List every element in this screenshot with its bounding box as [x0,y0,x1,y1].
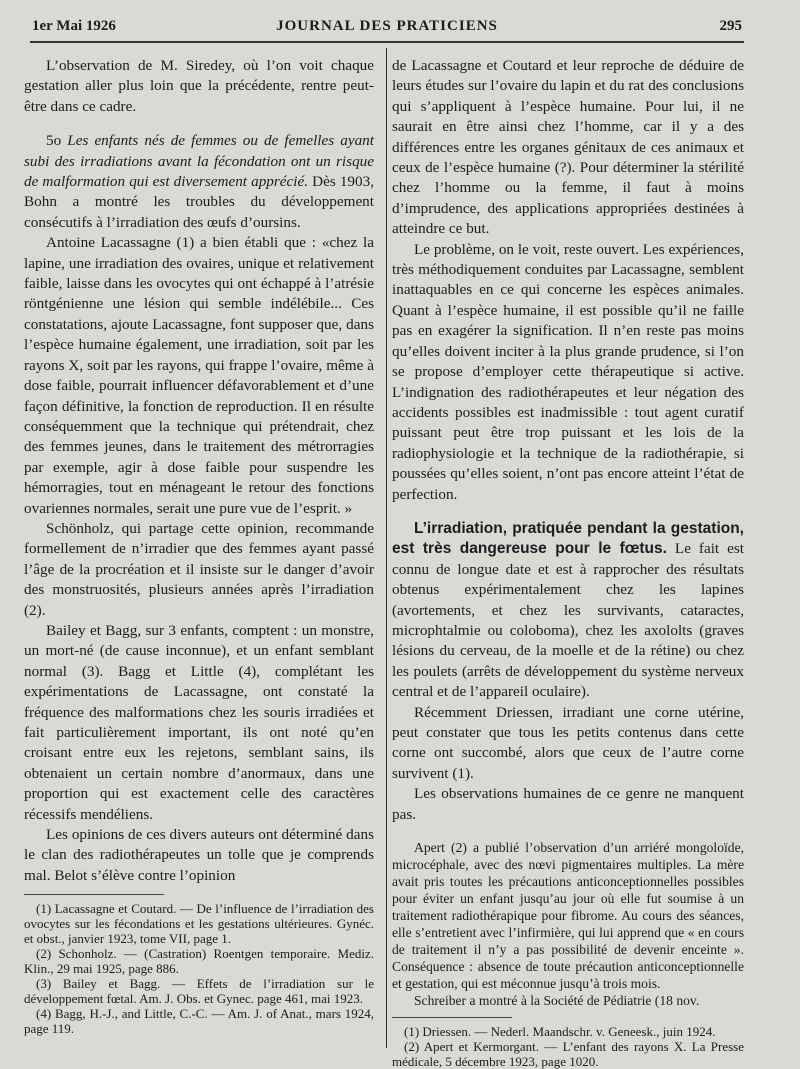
paragraph: Les observations humaines de ce genre ne manquent pas. [392,785,744,823]
left-column [24,56,374,1036]
running-header [32,18,742,40]
footnote: (1) Driessen. — Nederl. Maandschr. v. Geneesk., juin 1924. [404,1024,716,1040]
paragraph-text: Le fait est connu de longue date et est à rapprocher des résultats obtenus expérimentalement chez les lapines (avortements, et chez les survivants, cataractes, microphtalmie ou coloboma), chez les axololts (graves lésions du cerveau, de la moelle et de la rétine) ou chez les poulets (arrêts de développement du système nerveux central et de l’appareil oculaire). [392,540,744,701]
numbered-paragraph [24,131,374,233]
paragraph-text: Dès 1903, Bohn a montré les troubles du développement consécutifs à l’irradiation des œufs d’oursins. [24,173,374,231]
small-print-paragraph: Schreiber a montré à la Société de Pédiatrie (18 nov. [414,993,700,1009]
footnote: (2) Schonholz. — (Castration) Roentgen temporaire. Mediz. Klin., 29 mai 1925, page 886. [24,946,374,977]
item-title: Les enfants nés de femmes ou de femelles ayant subi des irradiations avant la fécondation ont un risque de malformation qui est diversement apprécié. [24,132,374,191]
page-number: 295 [719,18,742,34]
footnote-rule [24,894,164,895]
header-rule [30,41,744,43]
small-print-paragraph: Apert (2) a publié l’observation d’un arriéré mongoloïde, microcéphale, avec des nœvi pigmentaires multiples. La mère avait pris toutes les précautions anticonceptionnelles possibles pour éviter un enfant jusqu’au jour où elle fut soumise à un traitement radiothérapique pour fibrome. Au cours des séances, elle s’entretient avec l’infirmière, qui lui apprend que « en cours de traitement il n’y a pas possibilité de devenir enceinte ». Conséquence : absence de toute précaution anticonceptionnelle et gestation, qui est méconnue jusqu’à trois mois. [392,840,744,992]
footnote: (3) Bailey et Bagg. — Effets de l’irradiation sur le développement fœtal. Am. J. Obs. et Gynec. page 461, mai 1923. [24,976,374,1007]
footnote-rule [392,1017,512,1018]
column-divider [386,48,387,1048]
footnote: (2) Apert et Kermorgant. — L’enfant des rayons X. La Presse médicale, 5 décembre 1923, page 1020. [392,1039,744,1069]
section-heading: L’irradiation, pratiquée pendant la gestation, est très dangereuse pour le fœtus. [392,519,744,558]
paragraph: Antoine Lacassagne (1) a bien établi que : «chez la lapine, une irradiation des ovaires, unique et relativement faible, laisse dans les ovocytes qui ont échappé à l’atrésie röntgénienne une lésion qui semble indélébile... Ces constatations, ajoute Lacassagne, font supposer que, dans l’espèce humaine également, une irradiation, soit par les rayons X, soit par les rayons, qui frappe l’ovaire, même à dose faible, pourrait influencer défavorablement et d’une façon définitive, la fonction de reproduction. Il en résulte conséquemment que la technique qui prétendrait, chez des femmes jeunes, dans le traitement des métrorragies par exemple, agir à dose faible pour suspendre les hémorragies, tout en ménageant le retour des fonctions ovariennes normales, serait une pure vue de l’esprit. » [24,234,374,517]
paragraph: de Lacassagne et Coutard et leur reproche de déduire de leurs études sur l’ovaire du lapin et du rat des conclusions qui s’appliquent à l’espèce humaine. Pour lui, il ne saurait en être ainsi chez l’homme, car il y a des différences entre les organes génitaux de ces animaux et ceux de l’espèce humaine (?). Pour déterminer la stérilité chez l’homme ou la femme, il faut à moins d’imprudence, des applications appropriées destinées à atteindre ce but. [392,57,744,238]
footnote: (4) Bagg, H.-J., and Little, C.-C. — Am. J. of Anat., mars 1924, page 119. [24,1006,374,1037]
paragraph: L’observation de M. Siredey, où l’on voit chaque gestation aller plus loin que la précédente, rentre peut-être dans ce cadre. [24,57,374,115]
journal-title: JOURNAL DES PRATICIENS [276,18,498,34]
paragraph: Les opinions de ces divers auteurs ont déterminé dans le clan des radiothérapeutes un tolle que je comprends mal. Belot s’élève contre l’opinion [24,826,374,884]
issue-date: 1er Mai 1926 [32,18,116,34]
footnote: (1) Lacassagne et Coutard. — De l’influence de l’irradiation des ovocytes sur les fécondations et les gestations ultérieures. Gynéc. et obst., janvier 1923, tome VII, page 1. [24,901,374,947]
paragraph: Bailey et Bagg, sur 3 enfants, comptent : un monstre, un mort-né (de cause inconnue), et un enfant semblant normal (3). Bagg et Little (4), complétant les expérimentations de Lacassagne, ont constaté la fréquence des malformations chez les souris irradiées et fait particulièrement important, ils ont noté qu’en croisant entre eux les rejetons, semblant sains, ils obtenaient un certain nombre d’anormaux, dans une proportion qui est exactement celle des caractères récessifs mendéliens. [24,621,374,823]
section-paragraph [392,519,744,703]
paragraph: Récemment Driessen, irradiant une corne utérine, peut constater que tous les petits contenus dans cette corne ont succombé, alors que ceux de l’autre corne survivent (1). [392,703,744,782]
item-number: 5o [46,132,62,150]
paragraph: Schönholz, qui partage cette opinion, recommande formellement de n’irradier que des femmes ayant passé l’âge de la procréation et il insiste sur le danger d’avoir des monstruosités, plusieurs années après l’irradiation (2). [24,519,374,619]
right-column [392,56,744,1069]
paragraph: Le problème, on le voit, reste ouvert. Les expériences, très méthodiquement conduites par Lacassagne, semblent inattaquables en ce qui concerne les espèces animales. Quant à l’espèce humaine, il est possible qu’il ne faille pas en exagérer la signification. Il n’en reste pas moins qu’elles doivent inciter à la plus grande prudence, si l’on se propose d’employer cette thérapeutique si active. L’indignation des radiothérapeutes et leur négation des accidents possibles est inadmissible : tout agent curatif puissant peut être trop puissant et les lois de la radiophysiologie et la technique de la radiothérapie, si poussées qu’elles soient, n’ont pas encore atteint l’état de perfection. [392,240,744,503]
